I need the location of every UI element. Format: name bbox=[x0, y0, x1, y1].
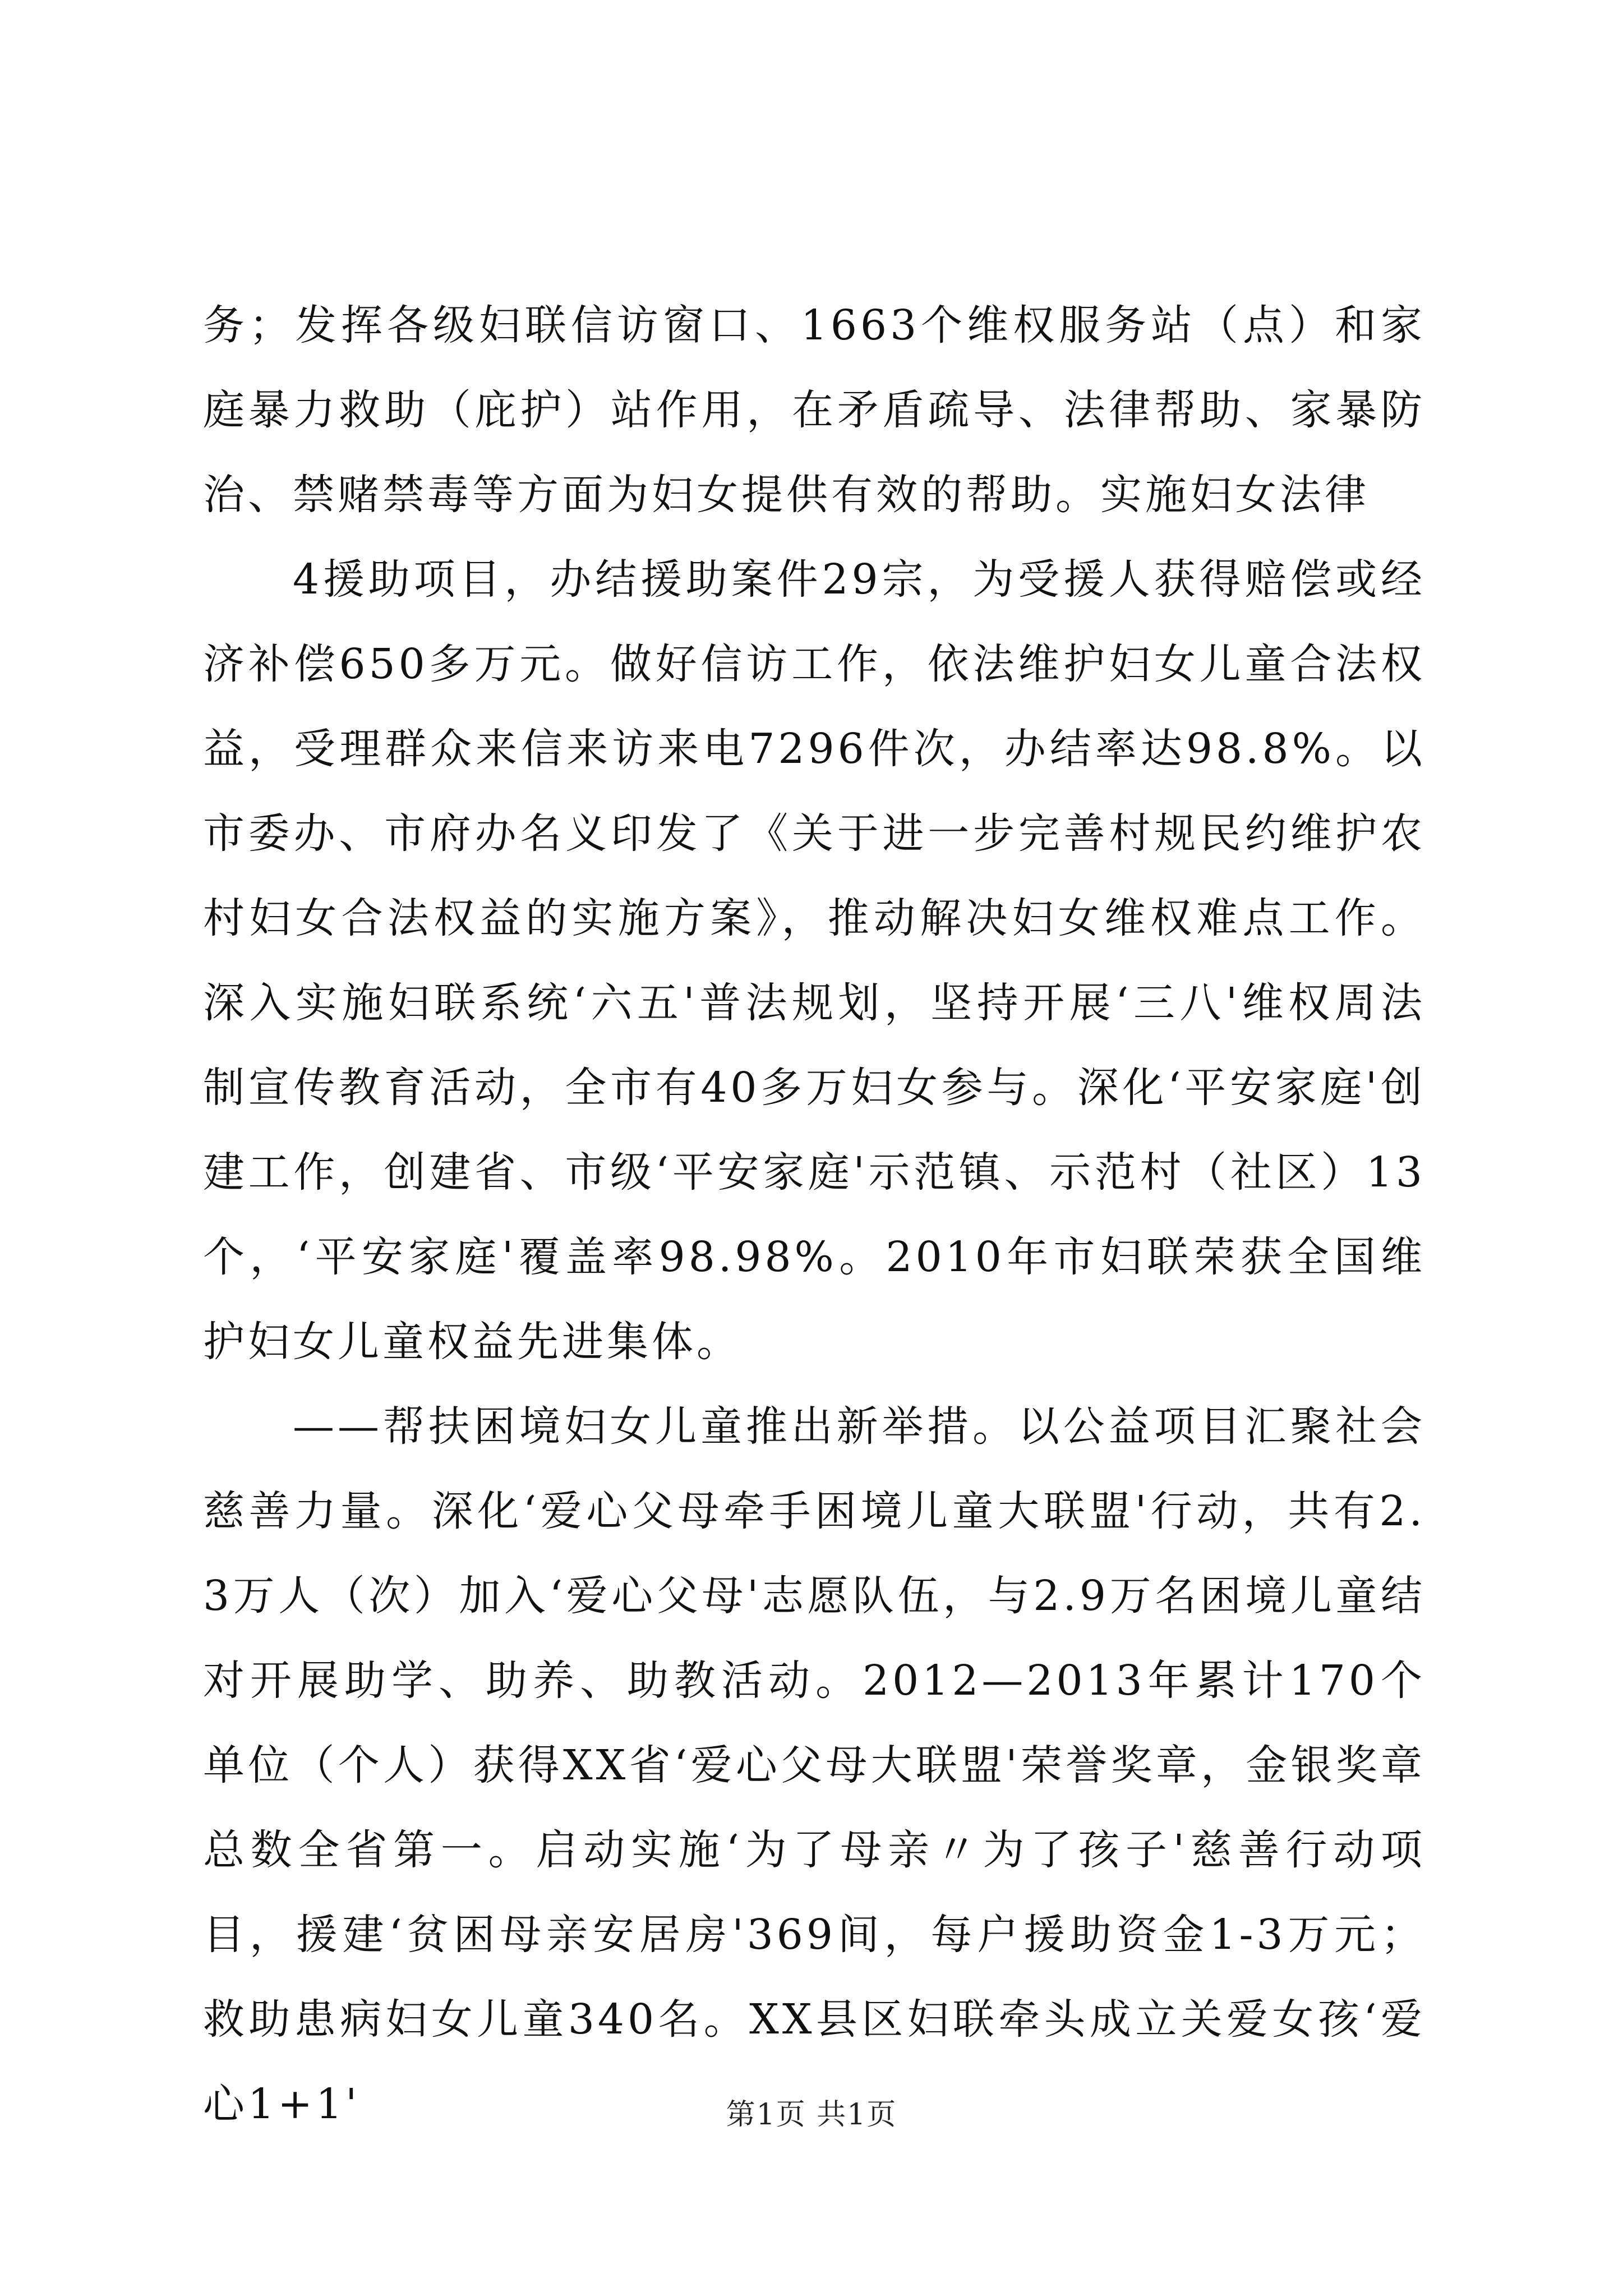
document-body bbox=[203, 283, 1426, 2147]
page-footer: 第1页 共1页 bbox=[726, 2098, 897, 2132]
body-paragraph: ——帮扶困境妇女儿童推出新举措。以公益项目汇聚社会慈善力量。深化‘爱心父母牵手困境儿童大联盟'行动，共有2.3万人（次）加入‘爱心父母'志愿队伍，与2.9万名困境儿童结对开展助学、助养、助教活动。2012—2013年累计170个单位（个人）获得XX省‘爱心父母大联盟'荣誉奖章，金银奖章总数全省第一。启动实施‘为了母亲〃为了孩子'慈善行动项目，援建‘贫困母亲安居房'369间，每户援助资金1-3万元；救助患病妇女儿童340名。XX县区妇联牵头成立关爱女孩‘爱心1+1' bbox=[203, 1402, 1426, 2128]
body-paragraph: 4援助项目，办结援助案件29宗，为受援人获得赔偿或经济补偿650多万元。做好信访工作，依法维护妇女儿童合法权益，受理群众来信来访来电7296件次，办结率达98.8%。以市委办、市府办名义印发了《关于进一步完善村规民约维护农村妇女合法权益的实施方案》，推动解决妇女维权难点工作。深入实施妇联系统‘六五'普法规划，坚持开展‘三八'维权周法制宣传教育活动，全市有40多万妇女参与。深化‘平安家庭'创建工作，创建省、市级‘平安家庭'示范镇、示范村（社区）13个，‘平安家庭'覆盖率98.98%。2010年市妇联荣获全国维护妇女儿童权益先进集体。 bbox=[203, 555, 1426, 1366]
body-paragraph: 务；发挥各级妇联信访窗口、1663个维权服务站（点）和家庭暴力救助（庇护）站作用，在矛盾疏导、法律帮助、家暴防治、禁赌禁毒等方面为妇女提供有效的帮助。实施妇女法律 bbox=[203, 301, 1426, 519]
